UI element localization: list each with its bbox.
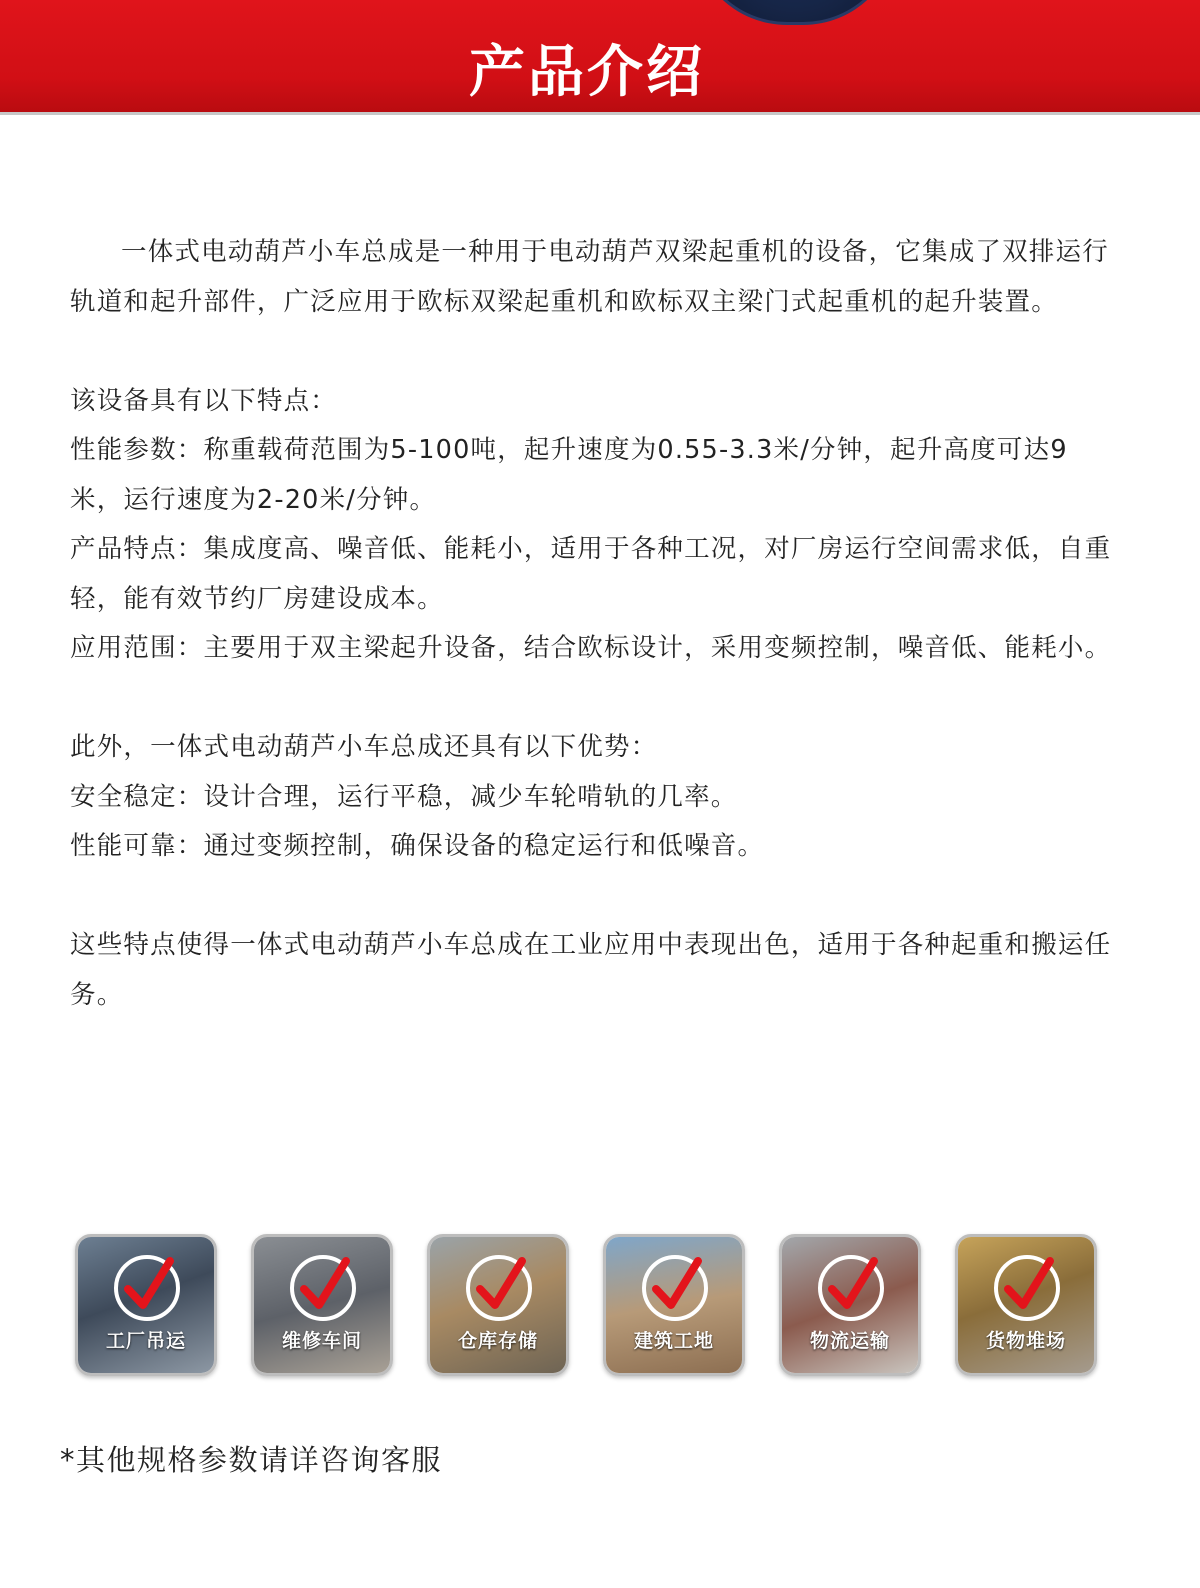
- scenario-tile-cargo-yard: [955, 1234, 1097, 1376]
- scenario-label: 维修车间: [281, 1330, 362, 1352]
- performance-paragraph: 性能参数：称重载荷范围为5-100吨，起升速度为0.55-3.3米/分钟，起升高度可达9米，运行速度为2-20米/分钟。: [70, 435, 1068, 515]
- factory-icon: [114, 1255, 180, 1321]
- scenario-tile-construction: [603, 1234, 745, 1376]
- construction-icon: [642, 1255, 708, 1321]
- logistics-icon: [818, 1255, 884, 1321]
- warehouse-icon: [466, 1255, 532, 1321]
- scenario-label: 物流运输: [809, 1330, 890, 1352]
- footnote: *其他规格参数请详咨询客服: [60, 1443, 443, 1477]
- workshop-icon: [290, 1255, 356, 1321]
- scenario-label: 工厂吊运: [105, 1330, 186, 1352]
- reliability-paragraph: 性能可靠：通过变频控制，确保设备的稳定运行和低噪音。: [70, 831, 765, 861]
- cargo-yard-icon: [994, 1255, 1060, 1321]
- scenario-label: 建筑工地: [633, 1330, 714, 1352]
- header-banner: [0, 0, 1200, 115]
- scenario-label: 仓库存储: [457, 1330, 538, 1352]
- page-title: 产品介绍: [469, 40, 705, 105]
- product-description: [70, 228, 1115, 1020]
- scenario-tile-warehouse: [427, 1234, 569, 1376]
- advantages-heading: 此外，一体式电动葫芦小车总成还具有以下优势：: [70, 732, 658, 762]
- conclusion-paragraph: 这些特点使得一体式电动葫芦小车总成在工业应用中表现出色，适用于各种起重和搬运任务。: [70, 930, 1112, 1010]
- hoist-wheel-image: [692, 0, 898, 25]
- scenario-tile-factory: [75, 1234, 217, 1376]
- scenario-tile-logistics: [779, 1234, 921, 1376]
- scenario-tile-workshop: [251, 1234, 393, 1376]
- scenario-label: 货物堆场: [985, 1330, 1066, 1352]
- application-scenarios: [75, 1234, 1105, 1376]
- intro-paragraph: 一体式电动葫芦小车总成是一种用于电动葫芦双梁起重机的设备，它集成了双排运行轨道和起升部件，广泛应用于欧标双梁起重机和欧标双主梁门式起重机的起升装置。: [70, 237, 1109, 317]
- application-paragraph: 应用范围：主要用于双主梁起升设备，结合欧标设计，采用变频控制，噪音低、能耗小。: [70, 633, 1112, 663]
- features-heading: 该设备具有以下特点：: [70, 385, 338, 416]
- safety-paragraph: 安全稳定：设计合理，运行平稳，减少车轮啃轨的几率。: [70, 781, 738, 812]
- product-features-paragraph: 产品特点：集成度高、噪音低、能耗小，适用于各种工况，对厂房运行空间需求低，自重轻，能有效节约厂房建设成本。: [70, 534, 1112, 614]
